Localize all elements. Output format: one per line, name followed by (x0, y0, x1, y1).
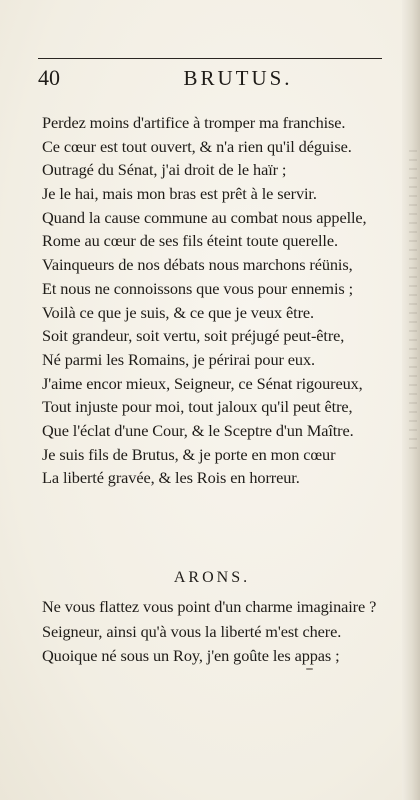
verse-line: Que l'éclat d'une Cour, & le Sceptre d'un Maître. (42, 420, 354, 440)
running-title: BRUTUS. (183, 66, 293, 90)
verse-line: Voilà ce que je suis, & ce que je veux être. (42, 302, 314, 322)
ink-speck (306, 668, 313, 670)
verse-line: Quand la cause commune au combat nous appelle, (42, 207, 367, 227)
verse-block-1 (42, 111, 392, 490)
verse-line: Outragé du Sénat, j'ai droit de le haïr ; (42, 160, 287, 180)
verse-line: Quoique né sous un Roy, j'en goûte les appas ; (42, 646, 340, 665)
verse-line: Rome au cœur de ses fils éteint toute querelle. (42, 231, 338, 251)
gutter-shadow (409, 150, 417, 450)
verse-line: Soit grandeur, soit vertu, soit préjugé peut-être, (42, 326, 345, 346)
verse-line: Seigneur, ainsi qu'à vous la liberté m'est chere. (42, 621, 342, 641)
page-header (38, 64, 382, 92)
verse-line: Perdez moins d'artifice à tromper ma franchise. (42, 113, 346, 132)
verse-line: Je suis fils de Brutus, & je porte en mon cœur (42, 444, 336, 464)
speaker-name: ARONS. (173, 569, 251, 586)
verse-line: Je le hai, mais mon bras est prêt à le servir. (42, 184, 317, 204)
verse-line: Né parmi les Romains, je périrai pour eux. (42, 349, 315, 369)
page-number: 40 (38, 65, 60, 90)
verse-line: Vainqueurs de nos débats nous marchons réünis, (42, 255, 353, 275)
verse-line: J'aime encor mieux, Seigneur, ce Sénat rigoureux, (42, 373, 363, 393)
verse-line: La liberté gravée, & les Rois en horreur. (42, 468, 300, 488)
verse-block-2 (42, 595, 392, 669)
header-rule (38, 58, 382, 59)
page-gutter (402, 0, 420, 800)
verse-line: Ce cœur est tout ouvert, & n'a rien qu'il déguise. (42, 136, 352, 156)
verse-line: Ne vous flattez vous point d'un charme imaginaire ? (42, 597, 377, 616)
verse-line: Et nous ne connoissons que vous pour ennemis ; (42, 278, 354, 298)
verse-line: Tout injuste pour moi, tout jaloux qu'il peut être, (42, 397, 353, 417)
